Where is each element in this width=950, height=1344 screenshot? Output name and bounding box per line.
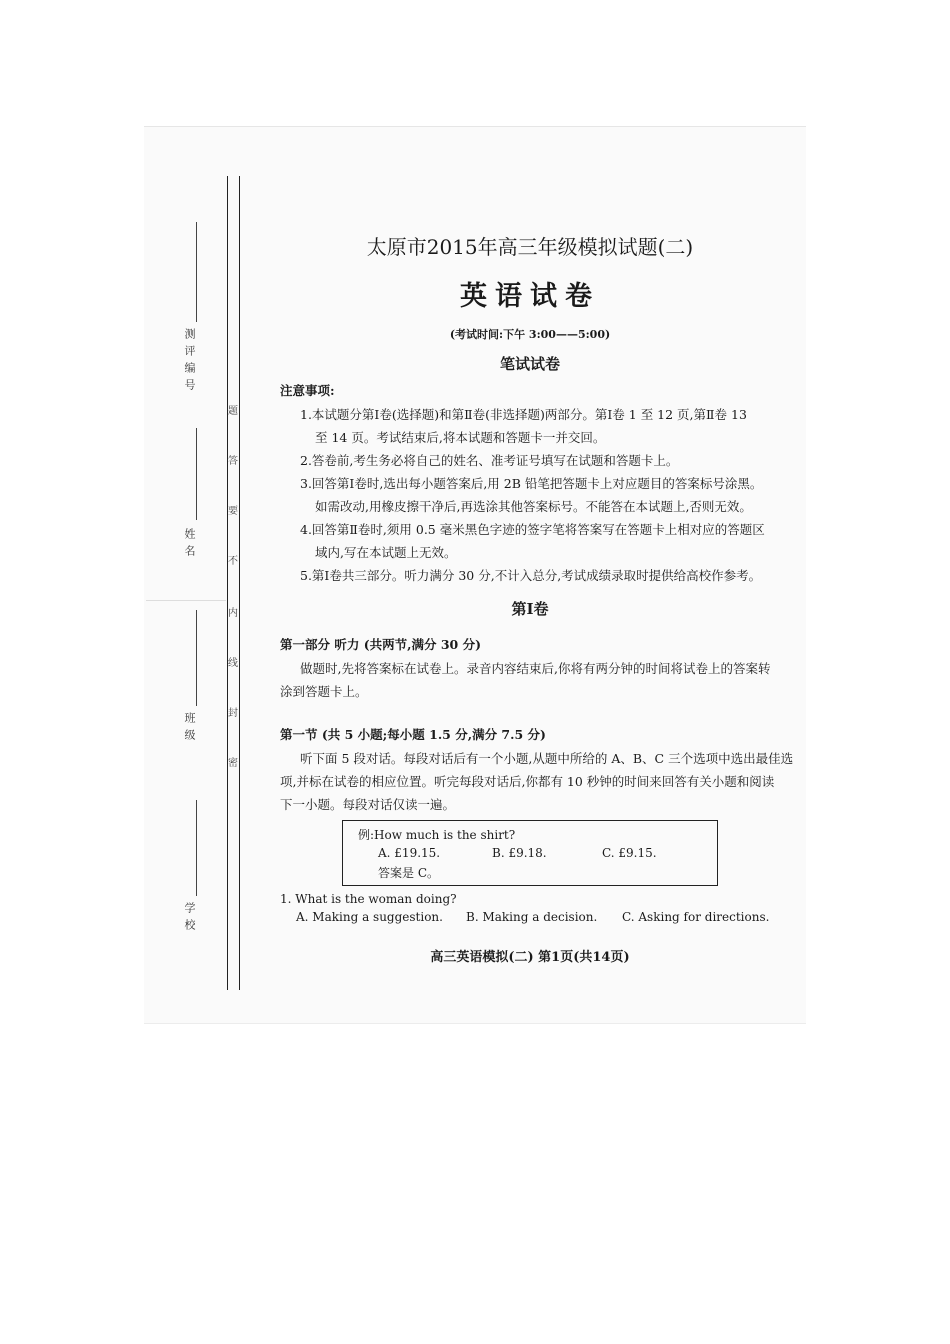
name-label: 姓名 (183, 528, 196, 562)
seal-char: 封 (228, 708, 238, 719)
seal-char: 答 (228, 456, 238, 467)
class-blank (196, 610, 197, 706)
binding-line-outer (227, 176, 228, 990)
notes-line: 4.回答第Ⅱ卷时,须用 0.5 毫米黑色字迹的签字笔将答案写在答题卡上相对应的答题区 (300, 522, 765, 537)
seal-char: 要 (228, 506, 238, 517)
example-answer: 答案是 C。 (378, 866, 439, 880)
section1-text-line: 下一小题。每段对话仅读一遍。 (280, 797, 456, 812)
written-exam-heading: 笔试试卷 (499, 355, 560, 373)
notes-line: 5.第Ⅰ卷共三部分。听力满分 30 分,不计入总分,考试成绩录取时提供给高校作参考。 (300, 568, 762, 583)
question-1-option-b: B. Making a decision. (466, 910, 598, 924)
notes-line: 2.答卷前,考生务必将自己的姓名、准考证号填写在试题和答题卡上。 (300, 453, 679, 468)
question-1-text: 1. What is the woman doing? (280, 892, 457, 906)
eval-no-label: 测评编号 (183, 328, 196, 396)
example-question: 例:How much is the shirt? (358, 828, 516, 842)
fold-line (146, 600, 226, 601)
page-footer: 高三英语模拟(二) 第1页(共14页) (430, 950, 630, 965)
section1-text-line: 项,并标在试卷的相应位置。听完每段对话后,你都有 10 秒钟的时间来回答有关小题和阅读 (280, 774, 775, 789)
eval-no-blank (196, 222, 197, 322)
question-1-option-a: A. Making a suggestion. (296, 910, 443, 924)
class-label: 班级 (183, 712, 196, 746)
section1-heading: 第一节 (共 5 小题;每小题 1.5 分,满分 7.5 分) (280, 727, 546, 742)
part1-text-line: 做题时,先将答案标在试卷上。录音内容结束后,你将有两分钟的时间将试卷上的答案转 (300, 661, 771, 676)
school-blank (196, 800, 197, 896)
volume-title: 第Ⅰ卷 (511, 600, 549, 618)
name-blank (196, 428, 197, 520)
school-label: 学校 (183, 902, 196, 936)
exam-time: (考试时间:下午 3:00——5:00) (449, 328, 611, 341)
notes-heading: 注意事项: (280, 383, 335, 398)
example-option-b: B. £9.18. (492, 846, 547, 860)
binding-line-inner (239, 176, 240, 990)
seal-char: 线 (228, 658, 238, 669)
part1-text-line: 涂到答题卡上。 (280, 684, 368, 699)
seal-char: 不 (228, 556, 238, 567)
notes-line: 3.回答第Ⅰ卷时,选出每小题答案后,用 2B 铅笔把答题卡上对应题目的答案标号涂黑。 (300, 476, 763, 491)
notes-line: 如需改动,用橡皮擦干净后,再选涂其他答案标号。不能答在本试题上,否则无效。 (315, 499, 752, 514)
exam-title: 太原市2015年高三年级模拟试题(二) (366, 235, 694, 259)
seal-char: 题 (228, 406, 238, 417)
seal-char: 内 (228, 608, 238, 619)
notes-line: 至 14 页。考试结束后,将本试题和答题卡一并交回。 (315, 430, 606, 445)
section1-text-line: 听下面 5 段对话。每段对话后有一个小题,从题中所给的 A、B、C 三个选项中选出最佳选 (300, 751, 794, 766)
part1-heading: 第一部分 听力 (共两节,满分 30 分) (280, 637, 481, 652)
subject-title: 英语试卷 (460, 281, 600, 312)
example-option-c: C. £9.15. (602, 846, 657, 860)
seal-char: 密 (228, 758, 238, 769)
notes-line: 域内,写在本试题上无效。 (315, 545, 457, 560)
example-option-a: A. £19.15. (378, 846, 441, 860)
question-1-option-c: C. Asking for directions. (622, 910, 770, 924)
notes-line: 1.本试题分第Ⅰ卷(选择题)和第Ⅱ卷(非选择题)两部分。第Ⅰ卷 1 至 12 页,第Ⅱ卷 13 (300, 407, 747, 422)
